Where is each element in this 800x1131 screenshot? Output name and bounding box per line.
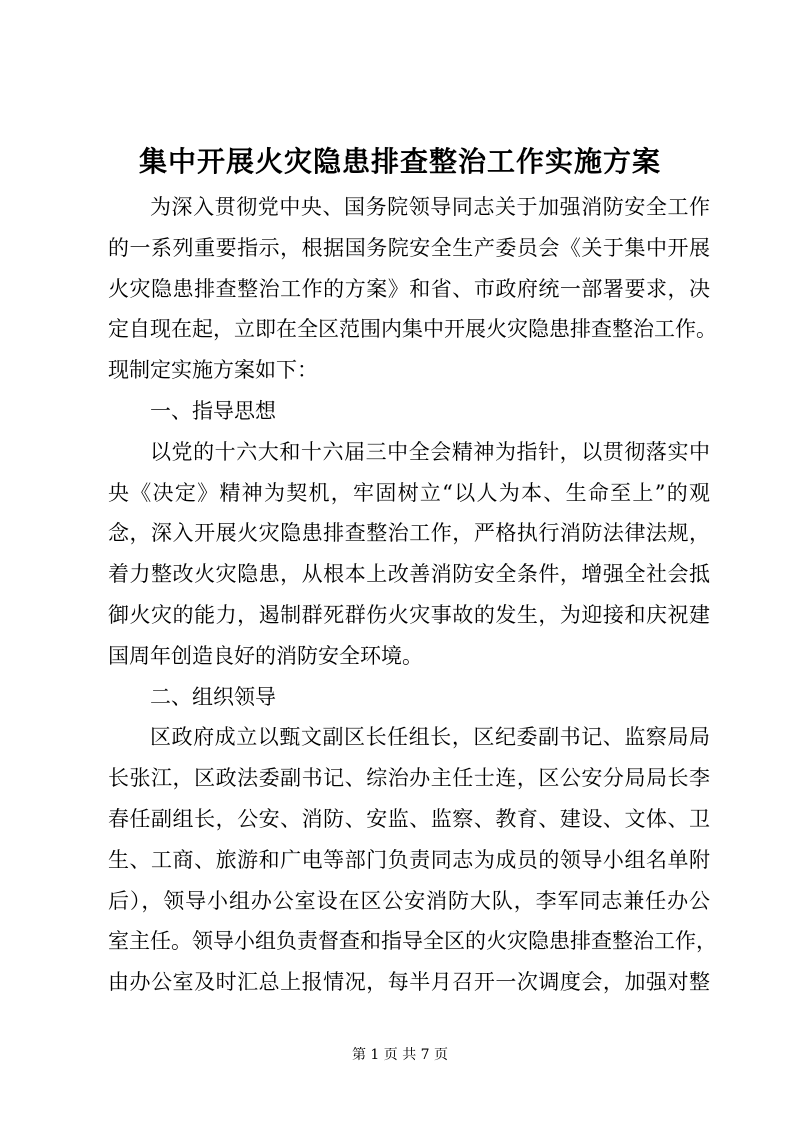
section-heading: 一、指导思想 (150, 398, 276, 423)
paragraph-line: 的一系列重要指示，根据国务院安全生产委员会《关于集中开展 (108, 235, 710, 260)
paragraph-line: 御火灾的能力，遏制群死群伤火灾事故的发生，为迎接和庆祝建 (108, 602, 710, 627)
paragraph-line: 央《决定》精神为契机，牢固树立“以人为本、生命至上”的观 (108, 480, 710, 505)
document-body (108, 187, 717, 1003)
paragraph-line: 着力整改火灾隐患，从根本上改善消防安全条件，增强全社会抵 (108, 562, 710, 587)
paragraph-line: 以党的十六大和十六届三中全会精神为指针，以贯彻落实中 (150, 439, 710, 464)
paragraph-line: 室主任。领导小组负责督查和指导全区的火灾隐患排查整治工作， (108, 929, 717, 954)
paragraph-line: 国周年创造良好的消防安全环境。 (108, 643, 423, 668)
paragraph-line: 定自现在起，立即在全区范围内集中开展火灾隐患排查整治工作。 (108, 317, 717, 342)
paragraph-line: 生、工商、旅游和广电等部门负责同志为成员的领导小组名单附 (108, 847, 710, 872)
paragraph-line: 长张江，区政法委副书记、综治办主任士连，区公安分局局长李 (108, 766, 710, 791)
paragraph-line: 火灾隐患排查整治工作的方案》和省、市政府统一部署要求，决 (108, 276, 710, 301)
page-footer: 第 1 页 共 7 页 (351, 1047, 449, 1063)
paragraph-line: 由办公室及时汇总上报情况，每半月召开一次调度会，加强对整 (108, 970, 710, 995)
paragraph-line: 春任副组长，公安、消防、安监、监察、教育、建设、文体、卫 (108, 806, 710, 831)
paragraph-line: 后），领导小组办公室设在区公安消防大队，李军同志兼任办公 (108, 888, 710, 913)
paragraph-line: 为深入贯彻党中央、国务院领导同志关于加强消防安全工作 (150, 195, 710, 219)
paragraph-line: 区政府成立以甄文副区长任组长，区纪委副书记、监察局局 (150, 725, 710, 750)
paragraph-line: 现制定实施方案如下： (108, 358, 318, 383)
section-heading: 二、组织领导 (150, 684, 276, 709)
document-title: 集中开展火灾隐患排查整治工作实施方案 (138, 145, 661, 178)
paragraph-line: 念，深入开展火灾隐患排查整治工作，严格执行消防法律法规， (108, 521, 710, 546)
